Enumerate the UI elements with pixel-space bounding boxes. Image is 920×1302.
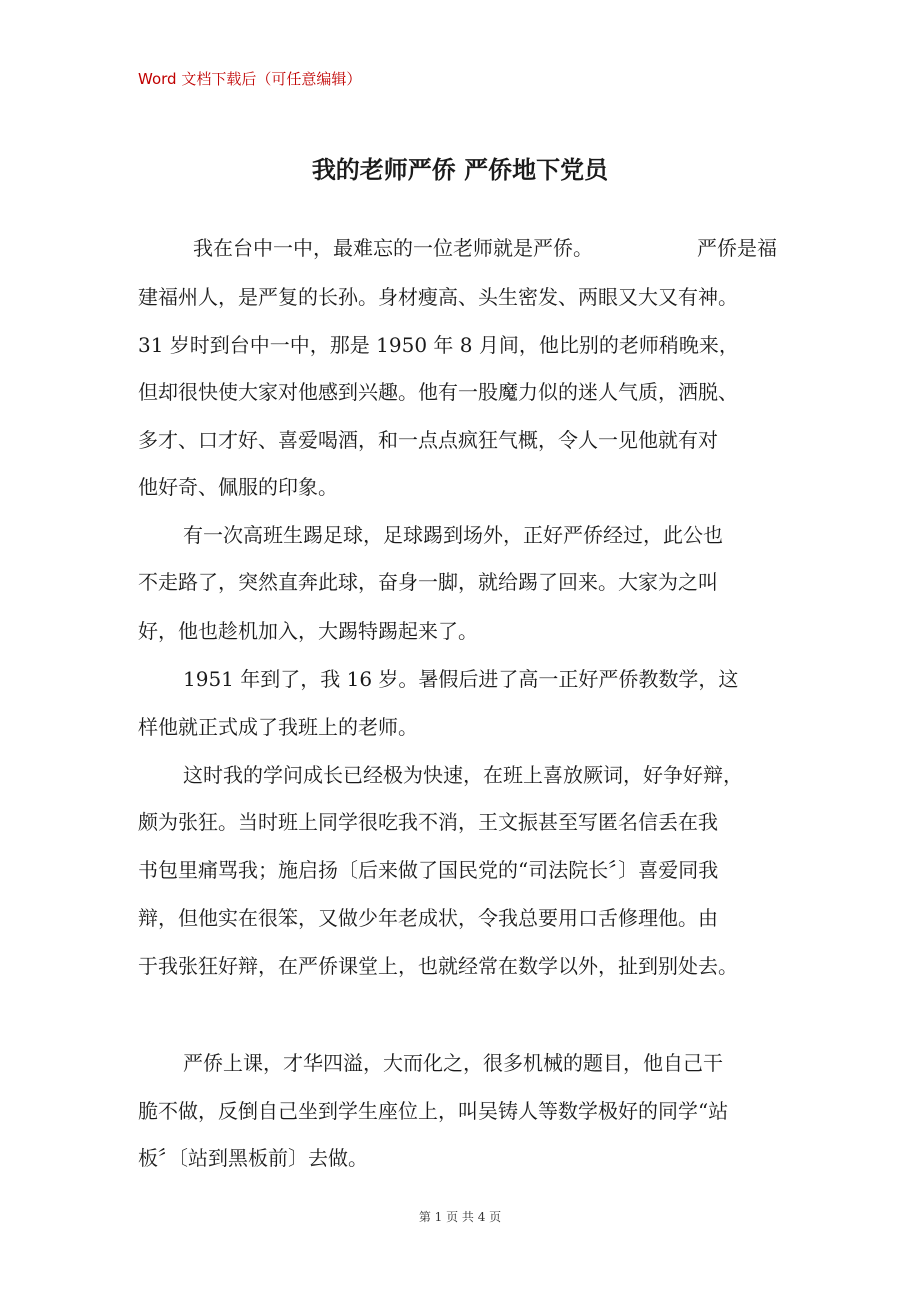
paragraph-line: 好，他也趁机加入，大踢特踢起来了。: [138, 619, 478, 643]
document-title: 我的老师严侨 严侨地下党员: [311, 155, 609, 184]
paragraph-line: 板〞〔站到黑板前〕去做。: [138, 1146, 368, 1170]
paragraph-line: 样他就正式成了我班上的老师。: [138, 715, 418, 739]
paragraph-line: 脆不做，反倒自己坐到学生座位上，叫吴铸人等数学极好的同学“站: [138, 1099, 729, 1123]
paragraph-line: 31 岁时到台中一中，那是 1950 年 8 月间，他比别的老师稍晚来，: [138, 333, 739, 357]
paragraph-line: 书包里痛骂我；施启扬〔后来做了国民党的“司法院长〞〕喜爱同我: [138, 858, 719, 882]
paragraph-line: 但却很快使大家对他感到兴趣。他有一股魔力似的迷人气质，洒脱、: [138, 380, 738, 404]
paragraph-line: 建福州人，是严复的长孙。身材瘦高、头生密发、两眼又大又有神。: [138, 285, 738, 309]
paragraph-line: 于我张狂好辩，在严侨课堂上，也就经常在数学以外，扯到别处去。: [138, 954, 738, 978]
paragraph-line: 有一次高班生踢足球，足球踢到场外，正好严侨经过，此公也: [183, 523, 723, 547]
paragraph-line: 这时我的学问成长已经极为快速，在班上喜放厥词，好争好辩，: [183, 763, 743, 787]
paragraph-line: 辩，但他实在很笨，又做少年老成状，令我总要用口舌修理他。由: [138, 906, 718, 930]
paragraph-line: 颇为张狂。当时班上同学很吃我不消，王文振甚至写匿名信丢在我: [138, 810, 718, 834]
paragraph-line: 1951 年到了，我 16 岁。暑假后进了高一正好严侨教数学，这: [183, 667, 739, 691]
paragraph-line: 多才、口才好、喜爱喝酒，和一点点疯狂气概，令人一见他就有对: [138, 428, 718, 452]
paragraph-line: 严侨上课，才华四溢，大而化之，很多机械的题目，他自己干: [183, 1051, 723, 1075]
paragraph-line: 我在台中一中，最难忘的一位老师就是严侨。: [193, 236, 593, 260]
download-note: Word 文档下载后（可任意编辑）: [138, 70, 362, 88]
paragraph-line: 不走路了，突然直奔此球，奋身一脚，就给踢了回来。大家为之叫: [138, 570, 718, 594]
page-number-footer: 第 1 页 共 4 页: [418, 1210, 502, 1224]
paragraph-line: 他好奇、佩服的印象。: [138, 475, 338, 499]
paragraph-line: 严侨是福: [697, 236, 777, 260]
